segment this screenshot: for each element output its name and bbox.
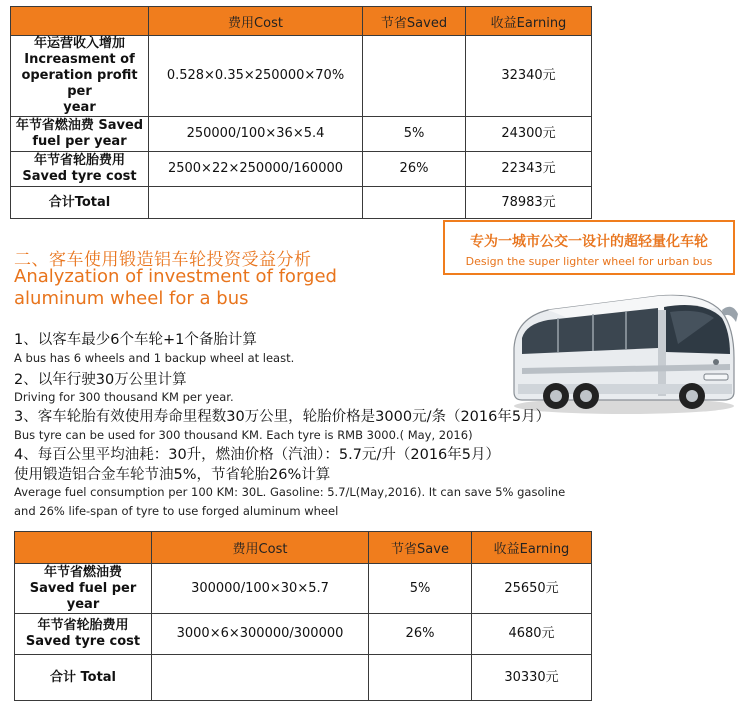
text-line: Bus tyre can be used for 300 thousand KM. Each tyre is RMB 3000.( May, 2016) <box>14 428 473 442</box>
row-cost: 2500×22×250000/160000 <box>149 152 363 187</box>
item-line: 年节省轮胎费用 <box>33 153 125 168</box>
callout-text-cn: 专为一城市公交一设计的超轻量化车轮 <box>470 234 708 250</box>
callout-text-en: Design the super lighter wheel for urban bus <box>465 255 713 268</box>
header-earning: 收益Earning <box>472 532 592 564</box>
header-earning: 收益Earning <box>466 7 592 36</box>
header-saved: 节省Save <box>369 532 472 564</box>
row-saved <box>369 655 472 701</box>
header-cost: 费用Cost <box>152 532 369 564</box>
text-line: 2、以年行驶30万公里计算 <box>14 372 187 388</box>
text-line: A bus has 6 wheels and 1 backup wheel at least. <box>14 351 295 365</box>
header-item <box>11 7 149 36</box>
text-line: 使用锻造铝合金车轮节油5%，节省轮胎26%计算 <box>14 467 331 483</box>
header-item <box>15 532 152 564</box>
row-cost: 300000/100×30×5.7 <box>152 564 369 614</box>
table-header-row <box>15 532 592 564</box>
item-line: fuel per year <box>32 134 127 149</box>
text-line: Driving for 300 thousand KM per year. <box>14 390 234 404</box>
row-item <box>15 614 152 655</box>
row-cost <box>152 655 369 701</box>
table-row <box>11 117 592 152</box>
item-line: 年运营收入增加 <box>33 36 125 51</box>
bus-image <box>508 288 740 418</box>
row-saved: 5% <box>369 564 472 614</box>
row-earning: 30330元 <box>472 655 592 701</box>
text-line: 1、以客车最少6个车轮+1个备胎计算 <box>14 332 257 348</box>
row-item <box>15 564 152 614</box>
item-line: year <box>63 100 96 115</box>
item-line: Saved tyre cost <box>25 634 141 649</box>
item-line: operation profit per <box>21 68 138 99</box>
row-cost: 250000/100×36×5.4 <box>149 117 363 152</box>
text-line: Average fuel consumption per 100 KM: 30L. Gasoline: 5.7/L(May,2016). It can save 5% gasoline <box>14 485 566 499</box>
item-line: Saved fuel per year <box>29 580 137 612</box>
table-row <box>15 564 592 614</box>
row-earning: 4680元 <box>472 614 592 655</box>
table-row <box>15 614 592 655</box>
row-item: 合计 Total <box>15 655 152 701</box>
row-cost: 0.528×0.35×250000×70% <box>149 36 363 117</box>
row-item <box>11 36 149 117</box>
row-saved <box>363 36 466 117</box>
section-title-cn: 二、客车使用锻造铝车轮投资受益分析 <box>14 250 312 270</box>
item-line: 年节省轮胎费用 <box>37 618 129 633</box>
cost-table-2 <box>14 531 592 701</box>
item-line: Saved tyre cost <box>22 169 137 184</box>
header-cost: 费用Cost <box>149 7 363 36</box>
row-cost <box>149 187 363 219</box>
text-line: 4、每百公里平均油耗：30升，燃油价格（汽油）：5.7元/升（2016年5月） <box>14 447 500 463</box>
row-saved: 26% <box>369 614 472 655</box>
row-saved: 5% <box>363 117 466 152</box>
item-line: Increasment of <box>24 52 135 67</box>
section-title-en: Analyzation of investment of forged aluminum wheel for a bus <box>14 266 337 309</box>
row-saved: 26% <box>363 152 466 187</box>
callout-box <box>443 220 735 275</box>
table-row <box>15 655 592 701</box>
row-item: 合计Total <box>11 187 149 219</box>
row-earning: 32340元 <box>466 36 592 117</box>
row-earning: 24300元 <box>466 117 592 152</box>
text-line: 3、客车轮胎有效使用寿命里程数30万公里，轮胎价格是3000元/条（2016年5月） <box>14 409 551 425</box>
table-row <box>11 36 592 117</box>
item-line: 年节省燃油费 Saved <box>15 118 144 133</box>
cost-table-1 <box>10 6 592 219</box>
header-saved: 节省Saved <box>363 7 466 36</box>
table-row <box>11 152 592 187</box>
text-line: and 26% life-span of tyre to use forged aluminum wheel <box>14 504 339 518</box>
row-saved <box>363 187 466 219</box>
row-item <box>11 152 149 187</box>
row-item <box>11 117 149 152</box>
row-earning: 25650元 <box>472 564 592 614</box>
row-cost: 3000×6×300000/300000 <box>152 614 369 655</box>
row-earning: 78983元 <box>466 187 592 219</box>
table-header-row <box>11 7 592 36</box>
item-line: 年节省燃油费 <box>43 564 122 580</box>
table-row <box>11 187 592 219</box>
row-earning: 22343元 <box>466 152 592 187</box>
